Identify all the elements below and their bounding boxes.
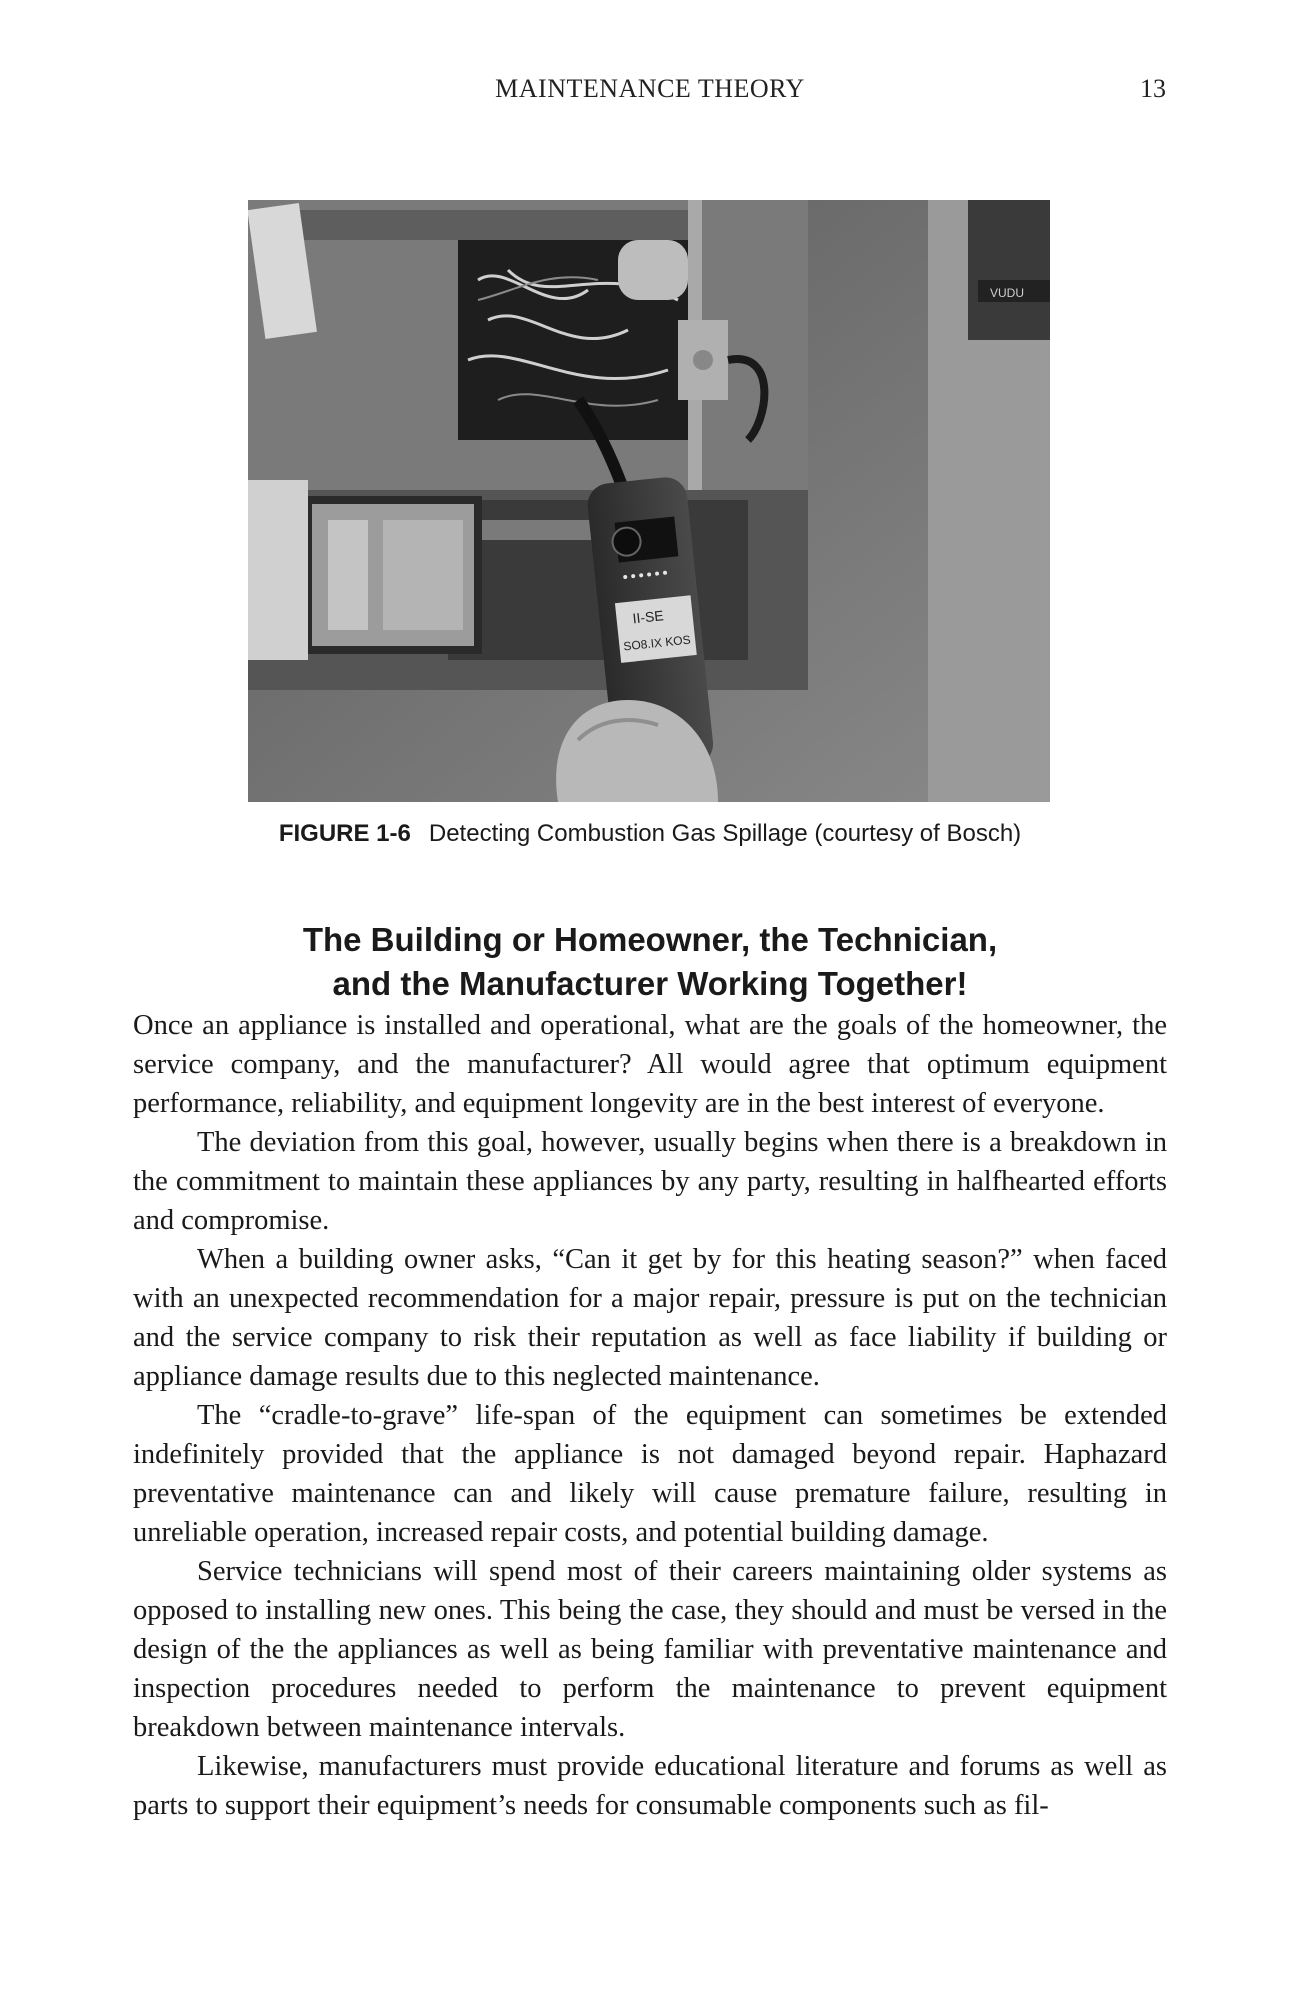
- section-heading-line-2: and the Manufacturer Working Together!: [332, 965, 968, 1002]
- paragraph: Once an appliance is installed and operational, what are the goals of the homeowner, the service company, and the manufacturer? All would agree that optimum equipment performance, reliability, and equipment longevity are in the best interest of everyone.: [133, 1010, 1167, 1119]
- paragraph: Likewise, manufacturers must provide educational literature and forums as well as parts to support their equipment’s needs for consumable components such as fil-: [133, 1751, 1167, 1821]
- paragraph: Service technicians will spend most of their careers maintaining older systems as opposed to installing new ones. This being the case, they should and must be versed in the design of the the appliances as well as being familiar with preventative maintenance and inspection procedures needed to perform the maintenance to prevent equipment breakdown between maintenance intervals.: [133, 1556, 1167, 1743]
- paragraph: The “cradle-to-grave” life-span of the equipment can sometimes be extended indefinitely provided that the appliance is not damaged beyond repair. Haphazard preventative maintenance can and likely will cause premature failure, resulting in unreliable operation, increased repair costs, and potential building damage.: [133, 1400, 1167, 1548]
- figure-caption-text: Detecting Combustion Gas Spillage (courtesy of Bosch): [428, 820, 1022, 847]
- paragraph: When a building owner asks, “Can it get by for this heating season?” when faced with an unexpected recommendation for a major repair, pressure is put on the technician and the service company to risk their reputation as well as face liability if building or appliance damage results due to this neglected maintenance.: [133, 1244, 1167, 1392]
- figure-caption: [0, 820, 1300, 848]
- running-header: [0, 74, 1300, 114]
- figure-photo: [248, 200, 1050, 802]
- photo-brand-text: VUDU: [990, 286, 1025, 300]
- paragraph: The deviation from this goal, however, usually begins when there is a breakdown in the commitment to maintain these appliances by any party, resulting in halfhearted efforts and compromise.: [133, 1127, 1167, 1236]
- page-number: 13: [1140, 74, 1166, 103]
- section-heading-line-1: The Building or Homeowner, the Technician,: [302, 921, 998, 958]
- section-heading: [133, 918, 1167, 1006]
- figure-label: FIGURE 1-6: [278, 820, 411, 847]
- body-text: [133, 1006, 1167, 1825]
- running-header-title: MAINTENANCE THEORY: [495, 74, 805, 103]
- meter-label-1: II-SE: [631, 607, 665, 627]
- furnace-photo-illustration: [248, 200, 1050, 802]
- meter-label-2: SO8.IX KOS: [622, 632, 692, 654]
